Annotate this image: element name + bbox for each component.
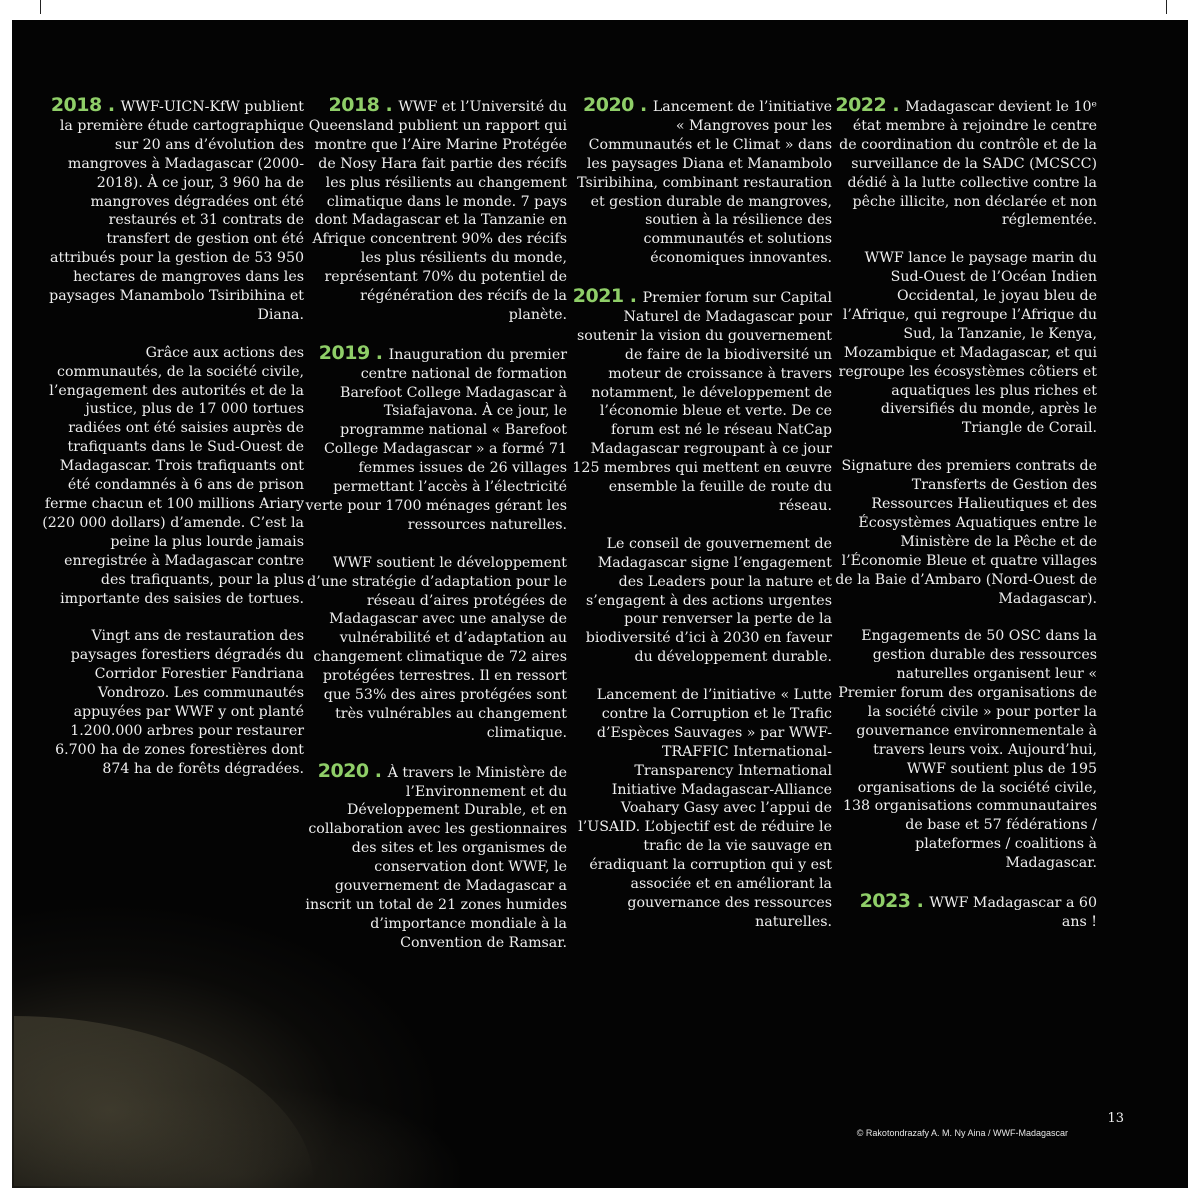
timeline-column-2: [305, 96, 567, 972]
timeline-paragraph: [835, 457, 1097, 608]
entry-text: Premier forum sur Capital Naturel de Madagascar pour soutenir la vision du gouvernement de faire de la biodiversité un moteur de croissance à travers notamment, le développement de l’économie bleue et verte. De ce forum est né le réseau NatCap Madagascar regroupant à ce jour 125 membres qui mettent en œuvre ensemble la feuille de route du réseau.: [572, 290, 832, 515]
timeline-paragraph: [835, 249, 1097, 438]
timeline-entry: [835, 892, 1097, 932]
timeline-paragraph: [305, 554, 567, 743]
year-label: 2018 .: [50, 94, 121, 116]
entry-text: Grâce aux actions des communautés, de la société civile, l’engagement des autorités et de la justice, plus de 17 000 tortues radiées ont été saisies auprès de trafiquants dans le Sud-Ouest de Madagascar. Trois trafiquants ont été condamnés à 6 ans de prison ferme chacun et 100 millions Ariary (220 000 dollars) d’amende. C’est la peine la plus lourde jamais enregistrée à Madagascar contre des trafiquants, pour la plus importante des saisies de tortues.: [42, 344, 304, 607]
year-label: 2018 .: [328, 94, 399, 116]
timeline-entry: [570, 96, 832, 268]
page-margin-bottom: [0, 1188, 1200, 1200]
leaf-photo-shadow: [14, 1016, 314, 1186]
year-label: 2020 .: [583, 94, 653, 116]
timeline-entry: [305, 341, 567, 535]
timeline-paragraph: [570, 535, 832, 667]
entry-text: Lancement de l’initiative « Mangroves pour les Communautés et le Climat » dans les paysages Diana et Manambolo Tsiribihina, combinant restauration et gestion durable de mangroves, soutien à la résilience des communautés et solutions économiques innovantes.: [577, 99, 832, 267]
page-margin-left: [0, 0, 12, 1200]
entry-text: WWF soutient le développement d’une stratégie d’adaptation pour le réseau d’aires protégées de Madagascar avec une analyse de vulnérabilité et d’adaptation au changement climatique de 72 aires protégées terrestres. Il en ressort que 53% des aires protégées sont très vulnérables au changement climatique.: [307, 554, 567, 741]
crop-mark: [1166, 0, 1167, 14]
page-margin-top: [0, 0, 1200, 20]
year-label: 2023 .: [859, 890, 930, 912]
timeline-entry: [835, 96, 1097, 230]
timeline-paragraph: [570, 686, 832, 932]
entry-text: Lancement de l’initiative « Lutte contre la Corruption et le Trafic d’Espèces Sauvages » par WWF-TRAFFIC International-Transparency International Initiative Madagascar-Alliance Voahary Gasy avec l’appui de l’USAID. L’objectif est de réduire le trafic de la vie sauvage en éradiquant la corruption qui y est associée et en améliorant la gouvernance des ressources naturelles.: [578, 687, 832, 930]
timeline-column-1: [42, 96, 304, 797]
timeline-entry: [570, 287, 832, 516]
entry-text: WWF lance le paysage marin du Sud-Ouest de l’Océan Indien Occidental, le joyau bleu de l’Afrique, qui regroupe l’Afrique du Sud, la Tanzanie, le Kenya, Mozambique et Madagascar, et qui regroupe les écosystèmes côtiers et aquatiques les plus riches et diversifiés du monde, après le Triangle de Corail.: [838, 250, 1097, 437]
entry-text: Signature des premiers contrats de Transferts de Gestion des Ressources Halieutiques et des Écosystèmes Aquatiques entre le Ministère de la Pêche et de l’Économie Bleue et quatre villages de la Baie d’Ambaro (Nord-Ouest de Madagascar).: [835, 458, 1097, 607]
entry-text: WWF-UICN-KfW publient la première étude cartographique sur 20 ans d’évolution des mangroves à Madagascar (2000-2018). À ce jour, 3 960 ha de mangroves dégradées ont été restaurés et 31 contrats de transfert de gestion ont été attribués pour la gestion de 53 950 hectares de mangroves dans les paysages Manambolo Tsiribihina et Diana.: [49, 99, 304, 323]
timeline-paragraph: [835, 627, 1097, 873]
timeline-entry: [305, 96, 567, 325]
crop-mark: [40, 0, 41, 14]
timeline-column-3: [570, 96, 832, 951]
year-label: 2019 .: [318, 341, 389, 364]
page-number: 13: [1107, 1111, 1124, 1126]
timeline-paragraph: [42, 344, 304, 609]
entry-text: Inauguration du premier centre national de formation Barefoot College Madagascar à Tsiafajavona. À ce jour, le programme national « Barefoot College Madagascar » a formé 71 femmes issues de 26 villages permettant l’accès à l’électricité verte pour 1700 ménages gérant les ressources naturelles.: [305, 346, 567, 533]
entry-text: Madagascar devient le 10ᵉ état membre à rejoindre le centre de coordination du contrôle et de la surveillance de la SADC (MCSCC) dédié à la lutte collective contre la pêche illicite, non déclarée et non réglementée.: [839, 99, 1097, 229]
entry-text: Le conseil de gouvernement de Madagascar signe l’engagement des Leaders pour la nature et s’engagent à des actions urgentes pour renverser la perte de la biodiversité d’ici à 2030 en faveur du développement durable.: [585, 535, 832, 666]
page-margin-right: [1188, 0, 1200, 1200]
timeline-paragraph: [42, 627, 304, 778]
entry-text: Engagements de 50 OSC dans la gestion durable des ressources naturelles organisent leur « Premier forum des organisations de la société civile » pour porter la gouvernance environnementale à travers leurs voix. Aujourd’hui, WWF soutient plus de 195 organisations de la société civile, 138 organisations communautaires de base et 57 fédérations / plateformes / coalitions à Madagascar.: [838, 628, 1097, 872]
timeline-entry: [42, 96, 304, 325]
timeline-column-4: [835, 96, 1097, 951]
timeline-entry: [305, 759, 567, 953]
year-label: 2020 .: [317, 759, 388, 782]
entry-text: WWF et l’Université du Queensland publient un rapport qui montre que l’Aire Marine Protégée de Nosy Hara fait partie des récifs les plus résilients au changement climatique dans le monde. 7 pays dont Madagascar et la Tanzanie en Afrique concentrent 90% des récifs les plus résilients du monde, représentant 70% du potentiel de régénération des récifs de la planète.: [308, 99, 567, 323]
entry-text: Vingt ans de restauration des paysages forestiers dégradés du Corridor Forestier Fandriana Vondrozo. Les communautés appuyées par WWF y ont planté 1.200.000 arbres pour restaurer 6.700 ha de zones forestières dont 874 ha de forêts dégradées.: [55, 628, 304, 777]
year-label: 2021 .: [572, 285, 643, 308]
year-label: 2022 .: [835, 94, 906, 116]
entry-text: À travers le Ministère de l’Environnement et du Développement Durable, et en collaboration avec les gestionnaires des sites et les organismes de conservation dont WWF, le gouvernement de Madagascar a inscrit un total de 21 zones humides d’importance mondiale à la Convention de Ramsar.: [305, 764, 567, 951]
photo-credit: © Rakotondrazafy A. M. Ny Aina / WWF-Madagascar: [856, 1128, 1068, 1138]
entry-text: WWF Madagascar a 60 ans !: [929, 895, 1097, 930]
